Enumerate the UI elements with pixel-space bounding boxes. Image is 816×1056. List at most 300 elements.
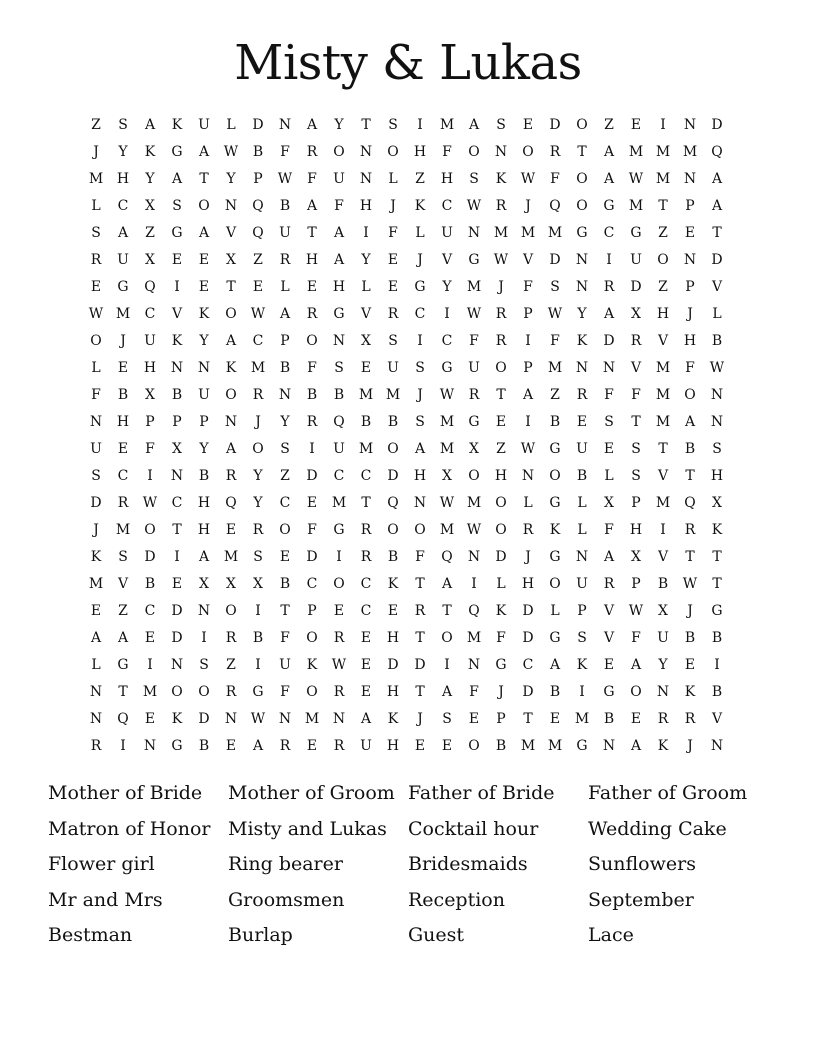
grid-letter[interactable]: A <box>306 198 318 214</box>
grid-letter[interactable]: T <box>712 225 722 241</box>
grid-letter[interactable]: S <box>496 117 506 133</box>
grid-letter[interactable]: C <box>144 306 156 322</box>
grid-letter[interactable]: S <box>388 117 398 133</box>
grid-letter[interactable]: I <box>606 252 612 268</box>
grid-letter[interactable]: F <box>523 279 533 295</box>
grid-letter[interactable]: M <box>520 738 536 754</box>
grid-letter[interactable]: M <box>250 360 266 376</box>
grid-letter[interactable]: T <box>415 576 425 592</box>
grid-letter[interactable]: K <box>225 360 237 376</box>
grid-letter[interactable]: A <box>468 117 480 133</box>
grid-letter[interactable]: B <box>279 360 291 376</box>
grid-letter[interactable]: H <box>332 279 346 295</box>
grid-letter[interactable]: H <box>359 198 373 214</box>
grid-letter[interactable]: W <box>682 576 698 592</box>
grid-letter[interactable]: E <box>279 549 291 565</box>
grid-letter[interactable]: M <box>115 522 131 538</box>
grid-letter[interactable]: I <box>174 549 180 565</box>
grid-letter[interactable]: E <box>630 711 642 727</box>
grid-letter[interactable]: R <box>225 630 237 646</box>
grid-letter[interactable]: O <box>306 630 318 646</box>
grid-letter[interactable]: U <box>468 360 480 376</box>
grid-letter[interactable]: O <box>684 387 696 403</box>
grid-letter[interactable]: V <box>657 333 669 349</box>
grid-letter[interactable]: N <box>656 684 670 700</box>
grid-letter[interactable]: O <box>657 252 669 268</box>
grid-letter[interactable]: E <box>495 414 507 430</box>
grid-letter[interactable]: S <box>334 360 344 376</box>
grid-letter[interactable]: N <box>197 360 211 376</box>
grid-letter[interactable]: B <box>279 198 291 214</box>
grid-letter[interactable]: J <box>120 333 126 349</box>
grid-letter[interactable]: O <box>387 144 399 160</box>
grid-letter[interactable]: B <box>549 684 561 700</box>
grid-letter[interactable]: U <box>144 333 156 349</box>
grid-letter[interactable]: P <box>631 495 641 511</box>
grid-letter[interactable]: Y <box>361 252 371 268</box>
grid-letter[interactable]: P <box>631 576 641 592</box>
grid-letter[interactable]: G <box>711 603 723 619</box>
grid-letter[interactable]: E <box>549 711 561 727</box>
grid-letter[interactable]: K <box>144 144 156 160</box>
grid-letter[interactable]: K <box>387 711 399 727</box>
grid-letter[interactable]: R <box>279 252 291 268</box>
grid-letter[interactable]: R <box>117 495 129 511</box>
grid-letter[interactable]: R <box>549 144 561 160</box>
grid-letter[interactable]: I <box>417 333 423 349</box>
grid-letter[interactable]: G <box>252 684 264 700</box>
grid-letter[interactable]: J <box>93 144 99 160</box>
grid-letter[interactable]: O <box>333 144 345 160</box>
grid-letter[interactable]: L <box>415 225 425 241</box>
grid-letter[interactable]: Y <box>577 306 587 322</box>
grid-letter[interactable]: B <box>198 738 210 754</box>
grid-letter[interactable]: I <box>525 414 531 430</box>
grid-letter[interactable]: R <box>684 711 696 727</box>
grid-letter[interactable]: C <box>144 603 156 619</box>
grid-letter[interactable]: M <box>520 225 536 241</box>
grid-letter[interactable]: U <box>279 657 291 673</box>
grid-letter[interactable]: F <box>550 171 560 187</box>
grid-letter[interactable]: G <box>333 522 345 538</box>
grid-letter[interactable]: P <box>685 279 695 295</box>
grid-letter[interactable]: L <box>550 603 560 619</box>
grid-letter[interactable]: A <box>711 171 723 187</box>
grid-letter[interactable]: A <box>684 414 696 430</box>
grid-letter[interactable]: C <box>252 333 264 349</box>
grid-letter[interactable]: M <box>682 144 698 160</box>
grid-letter[interactable]: H <box>629 522 643 538</box>
grid-letter[interactable]: U <box>333 441 345 457</box>
grid-letter[interactable]: E <box>360 684 372 700</box>
grid-letter[interactable]: M <box>655 360 671 376</box>
grid-letter[interactable]: N <box>359 171 373 187</box>
grid-letter[interactable]: S <box>199 657 209 673</box>
grid-letter[interactable]: Q <box>387 495 399 511</box>
grid-letter[interactable]: H <box>386 684 400 700</box>
grid-letter[interactable]: J <box>255 414 261 430</box>
grid-letter[interactable]: T <box>415 630 425 646</box>
grid-letter[interactable]: T <box>658 198 668 214</box>
grid-letter[interactable]: O <box>225 306 237 322</box>
grid-letter[interactable]: O <box>306 333 318 349</box>
grid-letter[interactable]: B <box>387 549 399 565</box>
grid-letter[interactable]: W <box>709 360 725 376</box>
grid-letter[interactable]: F <box>280 144 290 160</box>
grid-letter[interactable]: O <box>495 360 507 376</box>
grid-letter[interactable]: X <box>604 495 614 511</box>
grid-letter[interactable]: S <box>469 171 479 187</box>
grid-letter[interactable]: N <box>683 252 697 268</box>
grid-letter[interactable]: X <box>145 198 155 214</box>
grid-letter[interactable]: H <box>116 414 130 430</box>
grid-letter[interactable]: P <box>685 198 695 214</box>
grid-letter[interactable]: D <box>495 549 507 565</box>
grid-letter[interactable]: R <box>495 198 507 214</box>
grid-letter[interactable]: T <box>307 225 317 241</box>
grid-letter[interactable]: P <box>307 603 317 619</box>
grid-letter[interactable]: O <box>495 522 507 538</box>
grid-letter[interactable]: E <box>360 657 372 673</box>
grid-letter[interactable]: W <box>466 306 482 322</box>
grid-letter[interactable]: X <box>145 252 155 268</box>
grid-letter[interactable]: G <box>468 414 480 430</box>
grid-letter[interactable]: N <box>413 495 427 511</box>
grid-letter[interactable]: N <box>710 414 724 430</box>
grid-letter[interactable]: O <box>495 495 507 511</box>
grid-letter[interactable]: B <box>252 144 264 160</box>
grid-letter[interactable]: M <box>439 414 455 430</box>
grid-letter[interactable]: A <box>549 657 561 673</box>
grid-letter[interactable]: R <box>333 684 345 700</box>
grid-letter[interactable]: S <box>415 360 425 376</box>
grid-letter[interactable]: S <box>631 468 641 484</box>
grid-letter[interactable]: M <box>385 387 401 403</box>
grid-letter[interactable]: R <box>279 738 291 754</box>
grid-letter[interactable]: B <box>576 468 588 484</box>
grid-letter[interactable]: Y <box>199 333 209 349</box>
grid-letter[interactable]: E <box>90 603 102 619</box>
grid-letter[interactable]: F <box>550 333 560 349</box>
grid-letter[interactable]: L <box>604 468 614 484</box>
grid-letter[interactable]: G <box>549 549 561 565</box>
grid-letter[interactable]: A <box>171 171 183 187</box>
grid-letter[interactable]: F <box>604 522 614 538</box>
grid-letter[interactable]: G <box>171 738 183 754</box>
grid-letter[interactable]: R <box>90 738 102 754</box>
grid-letter[interactable]: L <box>91 198 101 214</box>
grid-letter[interactable]: N <box>224 198 238 214</box>
grid-letter[interactable]: V <box>171 306 183 322</box>
grid-letter[interactable]: E <box>333 603 345 619</box>
grid-letter[interactable]: F <box>604 387 614 403</box>
grid-letter[interactable]: M <box>493 225 509 241</box>
grid-letter[interactable]: V <box>441 252 453 268</box>
grid-letter[interactable]: M <box>466 495 482 511</box>
grid-letter[interactable]: P <box>145 414 155 430</box>
grid-letter[interactable]: A <box>441 576 453 592</box>
grid-letter[interactable]: M <box>331 495 347 511</box>
grid-letter[interactable]: G <box>549 495 561 511</box>
grid-letter[interactable]: F <box>496 630 506 646</box>
grid-letter[interactable]: A <box>414 441 426 457</box>
grid-letter[interactable]: J <box>687 603 693 619</box>
grid-letter[interactable]: K <box>711 522 723 538</box>
grid-letter[interactable]: L <box>712 306 722 322</box>
grid-letter[interactable]: T <box>118 684 128 700</box>
grid-letter[interactable]: Z <box>496 441 506 457</box>
grid-letter[interactable]: N <box>575 279 589 295</box>
grid-letter[interactable]: U <box>90 441 102 457</box>
grid-letter[interactable]: Y <box>280 414 290 430</box>
grid-letter[interactable]: D <box>630 279 642 295</box>
grid-letter[interactable]: Y <box>118 144 128 160</box>
grid-letter[interactable]: D <box>252 117 264 133</box>
grid-letter[interactable]: F <box>469 333 479 349</box>
grid-letter[interactable]: R <box>387 306 399 322</box>
grid-letter[interactable]: A <box>144 117 156 133</box>
grid-letter[interactable]: W <box>439 387 455 403</box>
grid-letter[interactable]: O <box>333 576 345 592</box>
grid-letter[interactable]: N <box>278 117 292 133</box>
grid-letter[interactable]: P <box>577 603 587 619</box>
grid-letter[interactable]: R <box>414 603 426 619</box>
grid-letter[interactable]: I <box>309 441 315 457</box>
grid-letter[interactable]: Z <box>253 252 263 268</box>
grid-letter[interactable]: M <box>88 576 104 592</box>
grid-letter[interactable]: M <box>358 441 374 457</box>
grid-letter[interactable]: D <box>171 630 183 646</box>
grid-letter[interactable]: C <box>441 198 453 214</box>
grid-letter[interactable]: N <box>89 711 103 727</box>
grid-letter[interactable]: M <box>655 387 671 403</box>
grid-letter[interactable]: H <box>440 171 454 187</box>
grid-letter[interactable]: H <box>305 252 319 268</box>
grid-letter[interactable]: C <box>171 495 183 511</box>
grid-letter[interactable]: G <box>171 225 183 241</box>
grid-letter[interactable]: N <box>89 414 103 430</box>
grid-letter[interactable]: V <box>225 225 237 241</box>
grid-letter[interactable]: R <box>333 630 345 646</box>
grid-letter[interactable]: D <box>711 252 723 268</box>
grid-letter[interactable]: C <box>522 657 534 673</box>
grid-letter[interactable]: A <box>90 630 102 646</box>
grid-letter[interactable]: N <box>467 549 481 565</box>
grid-letter[interactable]: I <box>336 549 342 565</box>
grid-letter[interactable]: Z <box>280 468 290 484</box>
grid-letter[interactable]: K <box>306 657 318 673</box>
grid-letter[interactable]: N <box>521 468 535 484</box>
grid-letter[interactable]: H <box>143 360 157 376</box>
grid-letter[interactable]: N <box>359 144 373 160</box>
grid-letter[interactable]: S <box>550 279 560 295</box>
grid-letter[interactable]: D <box>603 333 615 349</box>
grid-letter[interactable]: B <box>711 333 723 349</box>
grid-letter[interactable]: B <box>387 414 399 430</box>
grid-letter[interactable]: R <box>468 387 480 403</box>
grid-letter[interactable]: I <box>444 657 450 673</box>
grid-letter[interactable]: O <box>468 144 480 160</box>
grid-letter[interactable]: X <box>253 576 263 592</box>
grid-letter[interactable]: R <box>252 387 264 403</box>
grid-letter[interactable]: V <box>711 711 723 727</box>
grid-letter[interactable]: B <box>711 630 723 646</box>
grid-letter[interactable]: L <box>361 279 371 295</box>
grid-letter[interactable]: N <box>494 144 508 160</box>
grid-letter[interactable]: G <box>117 657 129 673</box>
grid-letter[interactable]: O <box>252 441 264 457</box>
grid-letter[interactable]: V <box>603 603 615 619</box>
grid-letter[interactable]: O <box>198 198 210 214</box>
grid-letter[interactable]: N <box>170 657 184 673</box>
grid-letter[interactable]: T <box>577 144 587 160</box>
grid-letter[interactable]: Y <box>442 279 452 295</box>
grid-letter[interactable]: A <box>603 306 615 322</box>
grid-letter[interactable]: T <box>226 279 236 295</box>
grid-letter[interactable]: D <box>387 657 399 673</box>
grid-letter[interactable]: E <box>603 657 615 673</box>
grid-letter[interactable]: E <box>603 441 615 457</box>
grid-letter[interactable]: A <box>225 441 237 457</box>
grid-letter[interactable]: U <box>198 387 210 403</box>
grid-letter[interactable]: T <box>685 549 695 565</box>
grid-letter[interactable]: V <box>657 549 669 565</box>
grid-letter[interactable]: E <box>414 738 426 754</box>
grid-letter[interactable]: A <box>198 144 210 160</box>
grid-letter[interactable]: O <box>90 333 102 349</box>
grid-letter[interactable]: N <box>143 738 157 754</box>
grid-letter[interactable]: O <box>576 117 588 133</box>
grid-letter[interactable]: A <box>630 657 642 673</box>
grid-letter[interactable]: S <box>118 117 128 133</box>
grid-letter[interactable]: A <box>522 387 534 403</box>
grid-letter[interactable]: E <box>387 252 399 268</box>
grid-letter[interactable]: A <box>333 252 345 268</box>
grid-letter[interactable]: K <box>414 198 426 214</box>
grid-letter[interactable]: E <box>171 252 183 268</box>
grid-letter[interactable]: M <box>439 117 455 133</box>
grid-letter[interactable]: H <box>683 333 697 349</box>
grid-letter[interactable]: J <box>525 198 531 214</box>
grid-letter[interactable]: B <box>360 414 372 430</box>
grid-letter[interactable]: W <box>520 441 536 457</box>
grid-letter[interactable]: C <box>414 306 426 322</box>
grid-letter[interactable]: N <box>197 603 211 619</box>
grid-letter[interactable]: A <box>333 225 345 241</box>
grid-letter[interactable]: E <box>198 279 210 295</box>
grid-letter[interactable]: A <box>306 117 318 133</box>
grid-letter[interactable]: T <box>523 711 533 727</box>
grid-letter[interactable]: B <box>684 630 696 646</box>
grid-letter[interactable]: J <box>525 549 531 565</box>
grid-letter[interactable]: Z <box>550 387 560 403</box>
grid-letter[interactable]: S <box>91 225 101 241</box>
grid-letter[interactable]: I <box>714 657 720 673</box>
grid-letter[interactable]: V <box>117 576 129 592</box>
grid-letter[interactable]: I <box>201 630 207 646</box>
grid-letter[interactable]: M <box>358 387 374 403</box>
grid-letter[interactable]: G <box>576 225 588 241</box>
grid-letter[interactable]: O <box>144 522 156 538</box>
grid-letter[interactable]: V <box>711 279 723 295</box>
grid-letter[interactable]: I <box>120 738 126 754</box>
grid-letter[interactable]: N <box>602 360 616 376</box>
grid-letter[interactable]: O <box>387 522 399 538</box>
grid-letter[interactable]: J <box>498 279 504 295</box>
grid-letter[interactable]: R <box>657 711 669 727</box>
grid-letter[interactable]: F <box>307 171 317 187</box>
grid-letter[interactable]: E <box>360 360 372 376</box>
grid-letter[interactable]: Y <box>226 171 236 187</box>
grid-letter[interactable]: D <box>522 630 534 646</box>
grid-letter[interactable]: L <box>577 495 587 511</box>
grid-letter[interactable]: L <box>91 657 101 673</box>
grid-letter[interactable]: Z <box>658 225 668 241</box>
grid-letter[interactable]: N <box>170 468 184 484</box>
grid-letter[interactable]: D <box>306 549 318 565</box>
grid-letter[interactable]: K <box>495 603 507 619</box>
grid-letter[interactable]: H <box>197 522 211 538</box>
grid-letter[interactable]: W <box>466 522 482 538</box>
grid-letter[interactable]: F <box>442 144 452 160</box>
grid-letter[interactable]: H <box>386 738 400 754</box>
grid-letter[interactable]: G <box>468 252 480 268</box>
grid-letter[interactable]: Q <box>549 198 561 214</box>
grid-letter[interactable]: S <box>253 549 263 565</box>
grid-letter[interactable]: P <box>523 360 533 376</box>
grid-letter[interactable]: M <box>115 306 131 322</box>
grid-letter[interactable]: F <box>685 360 695 376</box>
grid-letter[interactable]: F <box>307 360 317 376</box>
grid-letter[interactable]: P <box>496 711 506 727</box>
grid-letter[interactable]: W <box>628 171 644 187</box>
grid-letter[interactable]: E <box>144 711 156 727</box>
grid-letter[interactable]: W <box>88 306 104 322</box>
grid-letter[interactable]: A <box>279 306 291 322</box>
grid-letter[interactable]: G <box>603 684 615 700</box>
grid-letter[interactable]: E <box>468 711 480 727</box>
grid-letter[interactable]: F <box>91 387 101 403</box>
grid-letter[interactable]: G <box>630 225 642 241</box>
grid-letter[interactable]: Z <box>604 117 614 133</box>
grid-letter[interactable]: I <box>147 657 153 673</box>
grid-letter[interactable]: O <box>630 684 642 700</box>
grid-letter[interactable]: E <box>684 657 696 673</box>
grid-letter[interactable]: E <box>576 414 588 430</box>
grid-letter[interactable]: Z <box>91 117 101 133</box>
grid-letter[interactable]: V <box>630 360 642 376</box>
grid-letter[interactable]: T <box>199 171 209 187</box>
grid-letter[interactable]: G <box>441 360 453 376</box>
grid-letter[interactable]: N <box>224 414 238 430</box>
grid-letter[interactable]: U <box>576 576 588 592</box>
grid-letter[interactable]: T <box>361 495 371 511</box>
grid-letter[interactable]: N <box>575 360 589 376</box>
grid-letter[interactable]: V <box>603 630 615 646</box>
grid-letter[interactable]: T <box>442 603 452 619</box>
grid-letter[interactable]: B <box>252 630 264 646</box>
grid-letter[interactable]: O <box>225 603 237 619</box>
grid-letter[interactable]: T <box>658 441 668 457</box>
grid-letter[interactable]: J <box>93 522 99 538</box>
grid-letter[interactable]: M <box>547 738 563 754</box>
grid-letter[interactable]: G <box>576 738 588 754</box>
grid-letter[interactable]: T <box>496 387 506 403</box>
grid-letter[interactable]: O <box>468 738 480 754</box>
grid-letter[interactable]: I <box>147 468 153 484</box>
grid-letter[interactable]: C <box>333 468 345 484</box>
grid-letter[interactable]: A <box>117 630 129 646</box>
